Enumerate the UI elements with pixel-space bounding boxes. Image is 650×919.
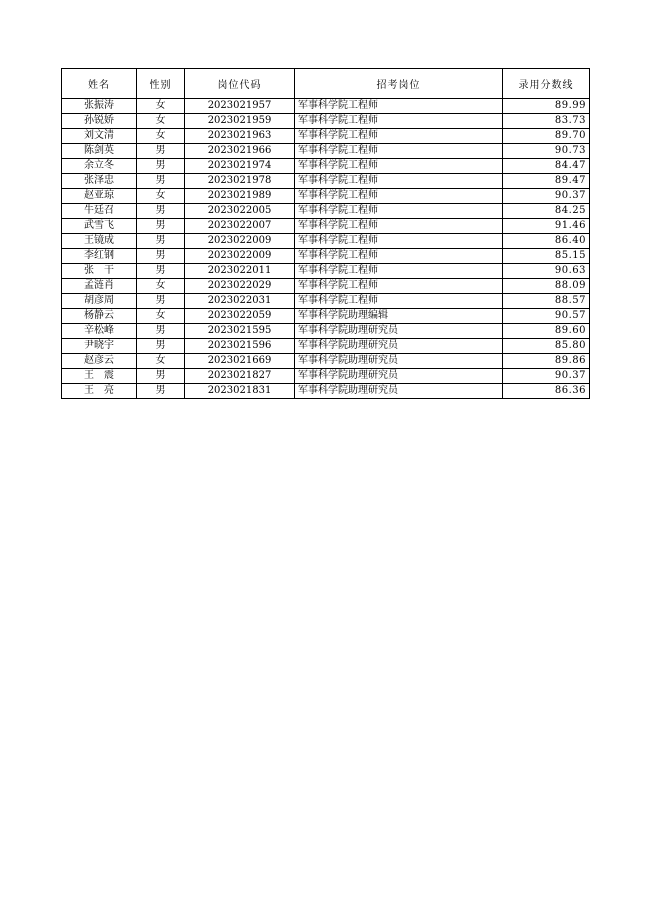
cell-name: 陈剑英 [62,144,137,159]
table-row [62,384,590,399]
cell-name: 赵彦云 [62,354,137,369]
cell-name: 胡彦周 [62,294,137,309]
cell-position: 军事科学院工程师 [295,189,503,204]
cell-gender: 男 [137,339,185,354]
cell-position: 军事科学院助理研究员 [295,384,503,399]
cell-score: 90.37 [503,369,590,384]
column-header-gender: 性别 [137,69,185,99]
cell-name: 赵亚琼 [62,189,137,204]
table-header-row [62,69,590,99]
cell-gender: 女 [137,99,185,114]
table-row [62,99,590,114]
cell-gender: 女 [137,114,185,129]
cell-post-code: 2023021831 [185,384,295,399]
cell-post-code: 2023021957 [185,99,295,114]
cell-score: 85.15 [503,249,590,264]
cell-name: 牛廷召 [62,204,137,219]
cell-gender: 女 [137,309,185,324]
cell-gender: 男 [137,174,185,189]
cell-name: 王镜成 [62,234,137,249]
cell-score: 90.57 [503,309,590,324]
cell-position: 军事科学院工程师 [295,234,503,249]
cell-name: 张泽忠 [62,174,137,189]
cell-post-code: 2023022009 [185,234,295,249]
cell-post-code: 2023021596 [185,339,295,354]
cell-post-code: 2023021963 [185,129,295,144]
cell-gender: 女 [137,354,185,369]
cell-score: 89.99 [503,99,590,114]
cell-gender: 女 [137,129,185,144]
cell-name: 张振涛 [62,99,137,114]
cell-name: 张 干 [62,264,137,279]
cell-score: 83.73 [503,114,590,129]
cell-name: 武雪飞 [62,219,137,234]
table-row [62,339,590,354]
cell-position: 军事科学院工程师 [295,294,503,309]
cell-name: 尹晓宇 [62,339,137,354]
table-row [62,249,590,264]
cell-post-code: 2023021595 [185,324,295,339]
admission-score-table [61,68,590,399]
cell-gender: 男 [137,219,185,234]
table-row [62,204,590,219]
cell-score: 90.63 [503,264,590,279]
cell-name: 王 亮 [62,384,137,399]
cell-gender: 男 [137,384,185,399]
cell-position: 军事科学院工程师 [295,174,503,189]
cell-post-code: 2023022059 [185,309,295,324]
table-body [62,99,590,399]
cell-post-code: 2023022007 [185,219,295,234]
cell-post-code: 2023021989 [185,189,295,204]
cell-name: 孙锐娇 [62,114,137,129]
cell-name: 刘文清 [62,129,137,144]
cell-post-code: 2023021974 [185,159,295,174]
cell-gender: 男 [137,324,185,339]
cell-score: 89.70 [503,129,590,144]
table-row [62,309,590,324]
table-row [62,129,590,144]
cell-post-code: 2023021827 [185,369,295,384]
cell-gender: 男 [137,144,185,159]
table-row [62,114,590,129]
cell-score: 88.09 [503,279,590,294]
table-row [62,324,590,339]
cell-post-code: 2023022005 [185,204,295,219]
table-row [62,159,590,174]
cell-position: 军事科学院工程师 [295,219,503,234]
table-row [62,189,590,204]
table-row [62,219,590,234]
cell-name: 王 震 [62,369,137,384]
cell-position: 军事科学院工程师 [295,99,503,114]
table-row [62,264,590,279]
cell-position: 军事科学院工程师 [295,279,503,294]
cell-gender: 女 [137,279,185,294]
cell-gender: 男 [137,369,185,384]
cell-gender: 男 [137,234,185,249]
table-row [62,234,590,249]
cell-gender: 男 [137,159,185,174]
table-row [62,354,590,369]
cell-position: 军事科学院工程师 [295,144,503,159]
cell-name: 辛松峰 [62,324,137,339]
cell-post-code: 2023022011 [185,264,295,279]
table-row [62,369,590,384]
cell-score: 84.25 [503,204,590,219]
cell-position: 军事科学院工程师 [295,159,503,174]
cell-name: 孟涟肖 [62,279,137,294]
cell-score: 85.80 [503,339,590,354]
column-header-position: 招考岗位 [295,69,503,99]
cell-position: 军事科学院工程师 [295,114,503,129]
cell-score: 89.47 [503,174,590,189]
cell-post-code: 2023022031 [185,294,295,309]
cell-post-code: 2023021959 [185,114,295,129]
column-header-score: 录用分数线 [503,69,590,99]
table-row [62,294,590,309]
cell-position: 军事科学院助理编辑 [295,309,503,324]
cell-score: 90.37 [503,189,590,204]
cell-score: 86.40 [503,234,590,249]
cell-post-code: 2023021966 [185,144,295,159]
cell-gender: 男 [137,249,185,264]
cell-position: 军事科学院工程师 [295,249,503,264]
cell-score: 88.57 [503,294,590,309]
cell-position: 军事科学院助理研究员 [295,369,503,384]
cell-position: 军事科学院工程师 [295,129,503,144]
table-row [62,144,590,159]
cell-gender: 男 [137,264,185,279]
cell-name: 余立冬 [62,159,137,174]
cell-score: 89.86 [503,354,590,369]
cell-post-code: 2023021978 [185,174,295,189]
cell-score: 91.46 [503,219,590,234]
cell-post-code: 2023021669 [185,354,295,369]
cell-score: 89.60 [503,324,590,339]
cell-gender: 女 [137,189,185,204]
cell-score: 84.47 [503,159,590,174]
column-header-code: 岗位代码 [185,69,295,99]
cell-score: 90.73 [503,144,590,159]
cell-position: 军事科学院工程师 [295,204,503,219]
cell-position: 军事科学院工程师 [295,264,503,279]
cell-gender: 男 [137,294,185,309]
cell-post-code: 2023022029 [185,279,295,294]
cell-position: 军事科学院助理研究员 [295,354,503,369]
cell-score: 86.36 [503,384,590,399]
cell-name: 杨静云 [62,309,137,324]
cell-position: 军事科学院助理研究员 [295,339,503,354]
cell-position: 军事科学院助理研究员 [295,324,503,339]
table-row [62,174,590,189]
cell-name: 李红钢 [62,249,137,264]
cell-post-code: 2023022009 [185,249,295,264]
table-row [62,279,590,294]
cell-gender: 男 [137,204,185,219]
column-header-name: 姓名 [62,69,137,99]
